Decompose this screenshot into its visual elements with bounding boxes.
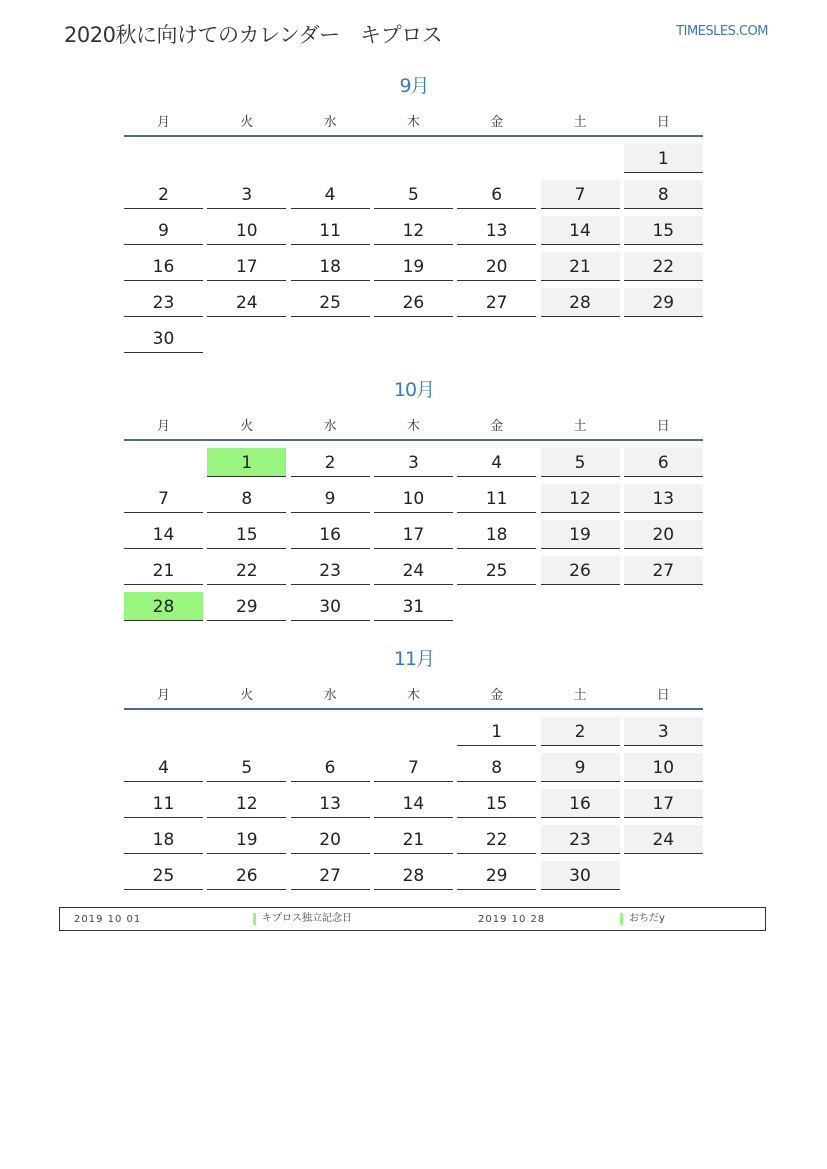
weekday-label: 火 xyxy=(240,688,254,703)
day-cell[interactable]: 29 xyxy=(457,861,536,890)
day-cell[interactable]: 12 xyxy=(374,216,453,245)
weekday-label: 水 xyxy=(323,688,337,703)
legend-holiday-name: キプロス独立記念日 xyxy=(253,913,352,925)
weekday-label: 水 xyxy=(323,115,337,130)
day-cell[interactable]: 10 xyxy=(207,216,286,245)
day-cell[interactable]: 18 xyxy=(457,520,536,549)
day-cell[interactable]: 16 xyxy=(124,252,203,281)
day-cell[interactable]: 28 xyxy=(374,861,453,890)
day-cell[interactable]: 17 xyxy=(374,520,453,549)
day-cell[interactable]: 19 xyxy=(374,252,453,281)
day-cell[interactable]: 14 xyxy=(124,520,203,549)
weekday-label: 土 xyxy=(573,419,587,434)
day-cell[interactable]: 26 xyxy=(207,861,286,890)
weekday-label: 金 xyxy=(490,419,504,434)
day-cell[interactable]: 27 xyxy=(457,288,536,317)
day-cell[interactable]: 20 xyxy=(291,825,370,854)
day-cell[interactable]: 22 xyxy=(457,825,536,854)
weekday-header xyxy=(124,415,703,441)
day-cell[interactable]: 17 xyxy=(624,789,703,818)
weekday-header xyxy=(124,684,703,710)
day-cell[interactable]: 1 xyxy=(624,144,703,173)
day-cell[interactable]: 5 xyxy=(374,180,453,209)
day-cell[interactable]: 26 xyxy=(541,556,620,585)
day-cell[interactable]: 21 xyxy=(124,556,203,585)
day-cell[interactable]: 24 xyxy=(624,825,703,854)
page-title: 2020秋に向けてのカレンダー キプロス xyxy=(64,23,443,47)
day-cell[interactable]: 16 xyxy=(541,789,620,818)
day-cell[interactable]: 27 xyxy=(624,556,703,585)
day-cell[interactable]: 11 xyxy=(124,789,203,818)
day-cell[interactable]: 19 xyxy=(541,520,620,549)
weekday-label: 日 xyxy=(656,115,670,130)
day-cell[interactable]: 11 xyxy=(291,216,370,245)
day-cell[interactable]: 26 xyxy=(374,288,453,317)
month-title: 9月 xyxy=(399,75,429,97)
day-cell[interactable]: 20 xyxy=(457,252,536,281)
day-cell[interactable]: 2 xyxy=(541,717,620,746)
site-name[interactable]: TIMESLES.COM xyxy=(676,24,768,39)
day-cell[interactable]: 4 xyxy=(291,180,370,209)
day-cell[interactable]: 22 xyxy=(624,252,703,281)
weekday-label: 日 xyxy=(656,688,670,703)
day-cell[interactable]: 21 xyxy=(374,825,453,854)
legend-date: 2019 10 28 xyxy=(478,914,546,925)
day-cell[interactable]: 14 xyxy=(541,216,620,245)
weekday-label: 日 xyxy=(656,419,670,434)
day-cell[interactable]: 25 xyxy=(457,556,536,585)
day-cell[interactable]: 19 xyxy=(207,825,286,854)
day-cell[interactable]: 18 xyxy=(291,252,370,281)
weekday-label: 土 xyxy=(573,115,587,130)
legend-holiday-name: おちだy xyxy=(620,913,665,925)
day-cell[interactable]: 10 xyxy=(374,484,453,513)
day-cell[interactable]: 4 xyxy=(124,753,203,782)
day-cell[interactable]: 8 xyxy=(457,753,536,782)
day-cell[interactable]: 6 xyxy=(624,448,703,477)
day-cell[interactable]: 6 xyxy=(457,180,536,209)
day-cell[interactable]: 24 xyxy=(374,556,453,585)
day-cell[interactable]: 3 xyxy=(374,448,453,477)
day-cell[interactable]: 15 xyxy=(207,520,286,549)
day-cell[interactable]: 1 xyxy=(207,448,286,477)
legend-date: 2019 10 01 xyxy=(74,914,142,925)
month-title: 10月 xyxy=(393,379,435,401)
day-cell[interactable]: 7 xyxy=(124,484,203,513)
day-cell[interactable]: 31 xyxy=(374,592,453,621)
weekday-label: 木 xyxy=(406,115,420,130)
day-cell[interactable]: 13 xyxy=(291,789,370,818)
day-cell[interactable]: 11 xyxy=(457,484,536,513)
day-cell[interactable]: 9 xyxy=(291,484,370,513)
day-cell[interactable]: 6 xyxy=(291,753,370,782)
day-cell[interactable]: 23 xyxy=(124,288,203,317)
day-cell[interactable]: 1 xyxy=(457,717,536,746)
day-cell[interactable]: 10 xyxy=(624,753,703,782)
day-cell[interactable]: 12 xyxy=(207,789,286,818)
day-cell[interactable]: 15 xyxy=(624,216,703,245)
day-cell[interactable]: 13 xyxy=(624,484,703,513)
day-cell[interactable]: 25 xyxy=(124,861,203,890)
weekday-label: 火 xyxy=(240,419,254,434)
day-cell[interactable]: 7 xyxy=(541,180,620,209)
day-cell[interactable]: 2 xyxy=(291,448,370,477)
weekday-label: 土 xyxy=(573,688,587,703)
weekday-label: 金 xyxy=(490,115,504,130)
weekday-label: 月 xyxy=(156,115,170,130)
day-cell[interactable]: 18 xyxy=(124,825,203,854)
weekday-label: 木 xyxy=(406,688,420,703)
day-cell[interactable]: 9 xyxy=(541,753,620,782)
day-cell[interactable]: 30 xyxy=(124,324,203,353)
day-cell[interactable]: 22 xyxy=(207,556,286,585)
day-cell[interactable]: 16 xyxy=(291,520,370,549)
day-cell[interactable]: 29 xyxy=(207,592,286,621)
day-cell[interactable]: 25 xyxy=(291,288,370,317)
day-cell[interactable]: 28 xyxy=(541,288,620,317)
weekday-label: 水 xyxy=(323,419,337,434)
day-cell[interactable]: 14 xyxy=(374,789,453,818)
day-cell[interactable]: 12 xyxy=(541,484,620,513)
day-cell[interactable]: 17 xyxy=(207,252,286,281)
weekday-label: 木 xyxy=(406,419,420,434)
day-cell[interactable]: 5 xyxy=(207,753,286,782)
day-cell[interactable]: 3 xyxy=(207,180,286,209)
day-cell[interactable]: 8 xyxy=(624,180,703,209)
day-cell[interactable]: 23 xyxy=(291,556,370,585)
day-cell[interactable]: 24 xyxy=(207,288,286,317)
day-cell[interactable]: 28 xyxy=(124,592,203,621)
day-cell[interactable]: 27 xyxy=(291,861,370,890)
day-cell[interactable]: 5 xyxy=(541,448,620,477)
month-title: 11月 xyxy=(393,648,435,670)
day-cell[interactable]: 15 xyxy=(457,789,536,818)
day-cell[interactable]: 13 xyxy=(457,216,536,245)
day-cell[interactable]: 20 xyxy=(624,520,703,549)
day-cell[interactable]: 23 xyxy=(541,825,620,854)
holiday-legend xyxy=(59,907,766,931)
weekday-label: 金 xyxy=(490,688,504,703)
day-cell[interactable]: 9 xyxy=(124,216,203,245)
day-cell[interactable]: 2 xyxy=(124,180,203,209)
day-cell[interactable]: 30 xyxy=(291,592,370,621)
day-cell[interactable]: 7 xyxy=(374,753,453,782)
weekday-label: 火 xyxy=(240,115,254,130)
day-cell[interactable]: 3 xyxy=(624,717,703,746)
day-cell[interactable]: 30 xyxy=(541,861,620,890)
day-cell[interactable]: 8 xyxy=(207,484,286,513)
weekday-label: 月 xyxy=(156,688,170,703)
day-cell[interactable]: 4 xyxy=(457,448,536,477)
weekday-label: 月 xyxy=(156,419,170,434)
day-cell[interactable]: 29 xyxy=(624,288,703,317)
weekday-header xyxy=(124,111,703,137)
day-cell[interactable]: 21 xyxy=(541,252,620,281)
